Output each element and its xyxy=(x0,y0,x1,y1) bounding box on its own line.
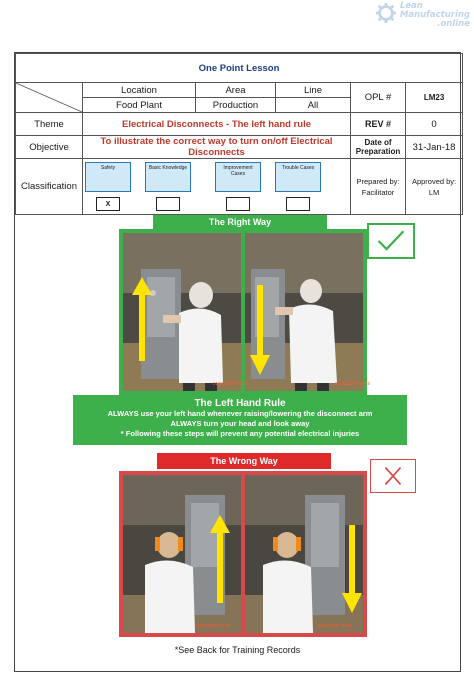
safety-checkbox[interactable]: X xyxy=(96,197,120,211)
rule-line-1: ALWAYS use your left hand whenever raising/lowering the disconnect arm xyxy=(107,409,373,418)
category-improvement-cases: Improvement Cases xyxy=(215,162,261,192)
footer-note: *See Back for Training Records xyxy=(174,645,301,655)
line-value: All xyxy=(276,98,351,113)
header-table xyxy=(15,53,463,215)
date-value: 31-Jan-18 xyxy=(406,136,463,159)
lesson-body xyxy=(15,215,460,655)
category-trouble-cases: Trouble Cases xyxy=(275,162,321,192)
wrong-way-timestamp-2: 01/31/2008 08:49 xyxy=(317,623,353,628)
wrong-way-timestamp-1: 01/31/2008 08:49 xyxy=(195,623,231,628)
right-way-timestamp-2: 01/31/2008 08:46 xyxy=(335,381,371,386)
prepared-label: Prepared by: xyxy=(356,176,400,186)
wrong-way-title: The Wrong Way xyxy=(157,453,331,469)
opl-sheet xyxy=(14,52,461,672)
rule-line-3: * Following these steps will prevent any potential electrical injuries xyxy=(120,429,360,438)
right-way-arrows xyxy=(123,233,371,391)
basic-knowledge-checkbox[interactable] xyxy=(156,197,180,211)
objective-label: Objective xyxy=(16,136,83,159)
area-label: Area xyxy=(196,83,276,98)
classification-area xyxy=(83,159,351,215)
improvement-cases-checkbox[interactable] xyxy=(226,197,250,211)
approved-cell xyxy=(406,159,463,215)
date-label: Date of Preparation xyxy=(351,136,406,159)
cross-icon xyxy=(371,460,415,492)
rev-value: 0 xyxy=(406,113,463,136)
watermark-logo xyxy=(375,2,470,29)
checkmark-icon xyxy=(369,225,413,257)
location-label: Location xyxy=(83,83,196,98)
approved-value: LM xyxy=(428,187,440,197)
page-title: One Point Lesson xyxy=(16,54,463,83)
objective-value: To illustrate the correct way to turn on/off Electrical Disconnects xyxy=(83,136,351,159)
prepared-value: Facilitator xyxy=(361,187,395,197)
rev-label: REV # xyxy=(351,113,406,136)
trouble-cases-checkbox[interactable] xyxy=(286,197,310,211)
wrong-way-arrows xyxy=(123,475,363,633)
prepared-cell xyxy=(351,159,406,215)
watermark-line3: .online xyxy=(437,19,470,29)
opl-value: LM23 xyxy=(406,83,463,113)
watermark-line2: Manufacturing xyxy=(399,10,470,20)
arrow-up-icon xyxy=(210,515,230,603)
right-way-check xyxy=(367,223,415,259)
classification-label: Classification xyxy=(16,159,83,215)
location-value: Food Plant xyxy=(83,98,196,113)
arrow-down-icon xyxy=(250,285,270,375)
diagonal-cell xyxy=(16,83,83,113)
line-label: Line xyxy=(276,83,351,98)
arrow-down-icon xyxy=(342,525,362,613)
right-way-title: The Right Way xyxy=(153,215,327,229)
watermark-line1: Lean xyxy=(399,1,423,11)
category-safety: Safety xyxy=(85,162,131,192)
rule-title: The Left Hand Rule xyxy=(194,398,286,409)
opl-label: OPL # xyxy=(351,83,406,113)
rule-line-2: ALWAYS turn your head and look away xyxy=(170,419,310,428)
left-hand-rule-box xyxy=(73,395,407,445)
wrong-way-cross xyxy=(370,459,416,493)
category-basic-knowledge: Basic Knowledge xyxy=(145,162,191,192)
arrow-up-icon xyxy=(132,277,152,361)
gear-icon xyxy=(375,2,397,24)
right-way-timestamp-1: 01/31/2008 08:44 xyxy=(213,381,249,386)
theme-value: Electrical Disconnects - The left hand rule xyxy=(83,113,351,136)
theme-label: Theme xyxy=(16,113,83,136)
approved-label: Approved by: xyxy=(411,176,457,186)
area-value: Production xyxy=(196,98,276,113)
